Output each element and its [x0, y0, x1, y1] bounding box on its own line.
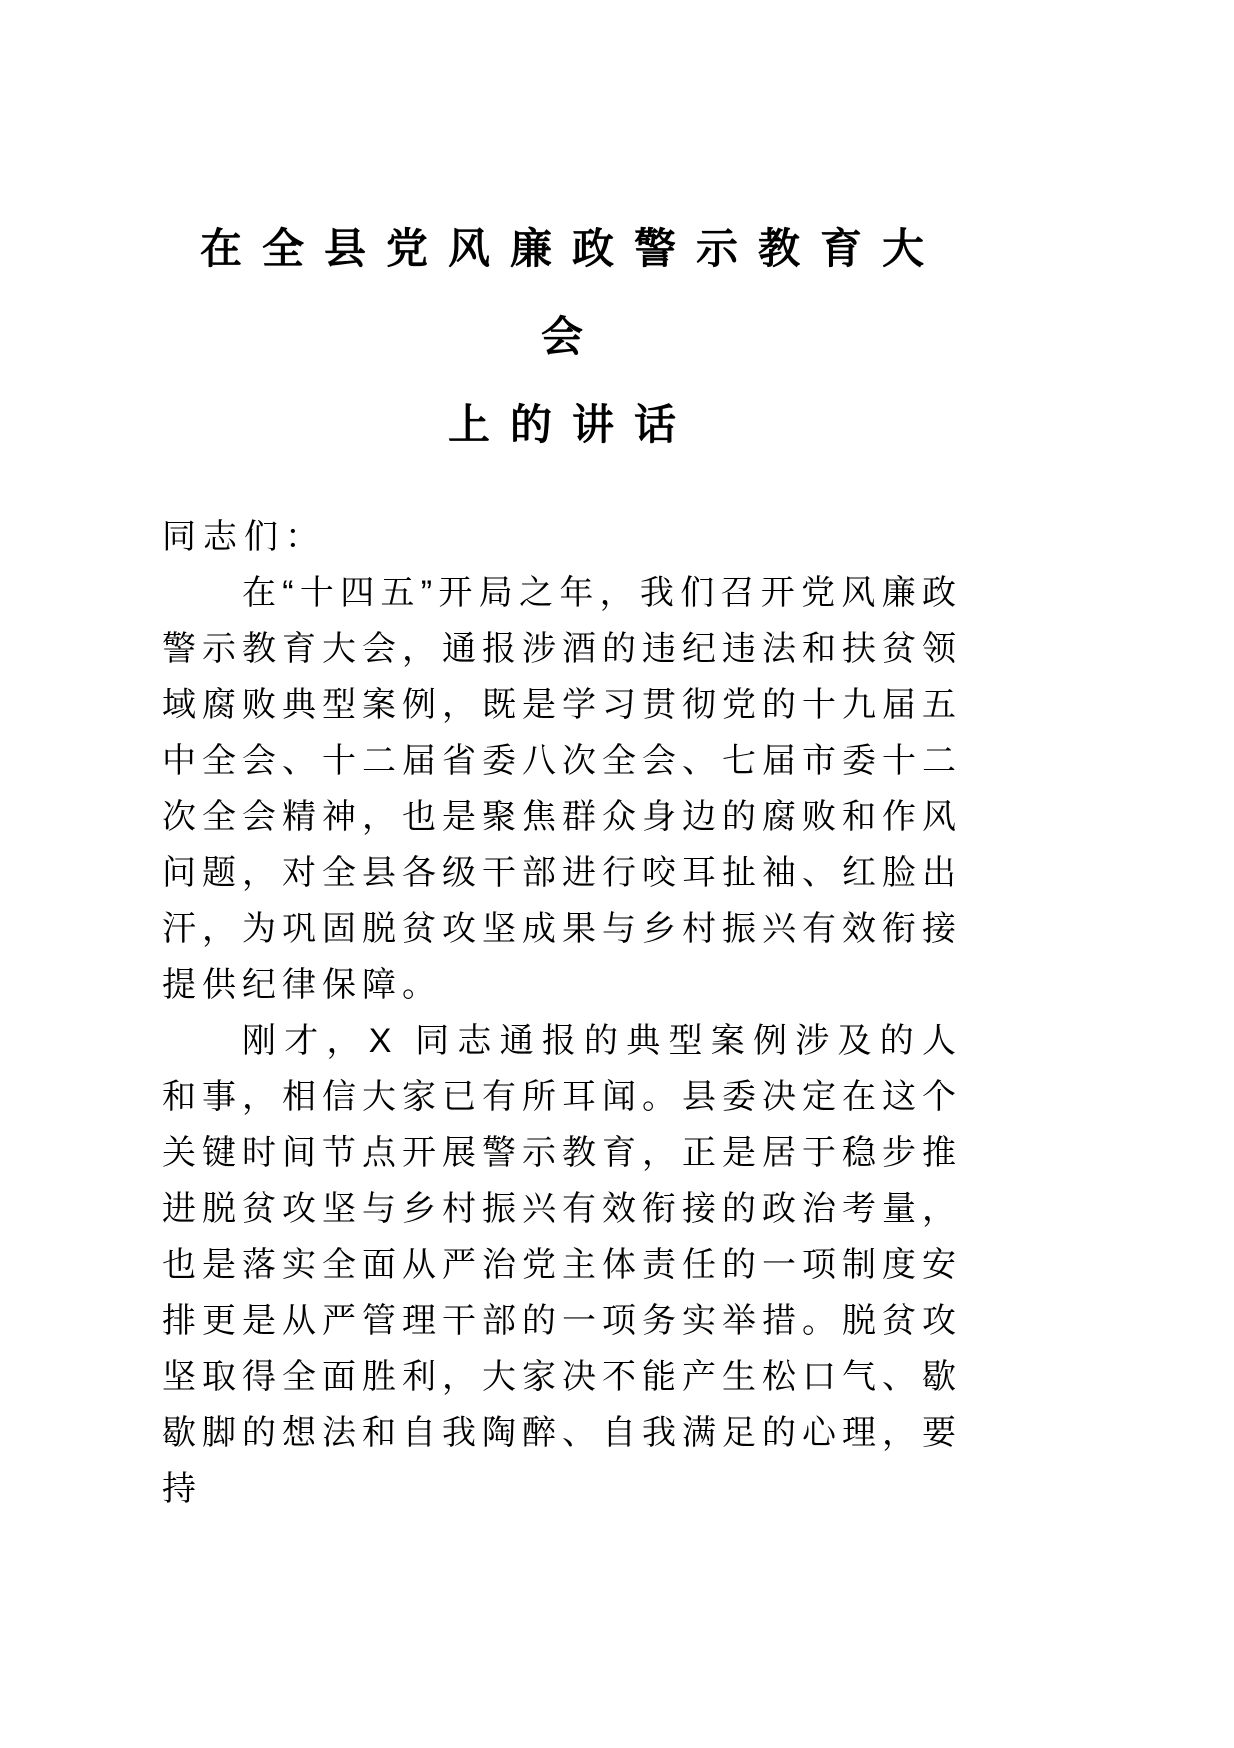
document-body: [162, 509, 962, 1517]
document-content: [162, 205, 962, 1517]
document-title-line-1: 在全县党风廉政警示教育大会: [199, 225, 944, 360]
salutation: 同志们：: [162, 518, 326, 556]
paragraph-1: 在“十四五”开局之年，我们召开党风廉政警示教育大会，通报涉酒的违纪违法和扶贫领域腐败典型案例，既是学习贯彻党的十九届五中全会、十二届省委八次全会、七届市委十二次全会精神，也是聚焦群众身边的腐败和作风问题，对全县各级干部进行咬耳扯袖、红脸出汗，为巩固脱贫攻坚成果与乡村振兴有效衔接提供纪律保障。: [162, 574, 962, 1004]
paragraph-2: 刚才，X 同志通报的典型案例涉及的人和事，相信大家已有所耳闻。县委决定在这个关键时间节点开展警示教育，正是居于稳步推进脱贫攻坚与乡村振兴有效衔接的政治考量，也是落实全面从严治党主体责任的一项制度安排更是从严管理干部的一项务实举措。脱贫攻坚取得全面胜利，大家决不能产生松口气、歇歇脚的想法和自我陶醉、自我满足的心理，要持: [162, 1022, 962, 1508]
document-title-line-2: 上的讲话: [447, 401, 696, 448]
document-title: [162, 205, 962, 469]
